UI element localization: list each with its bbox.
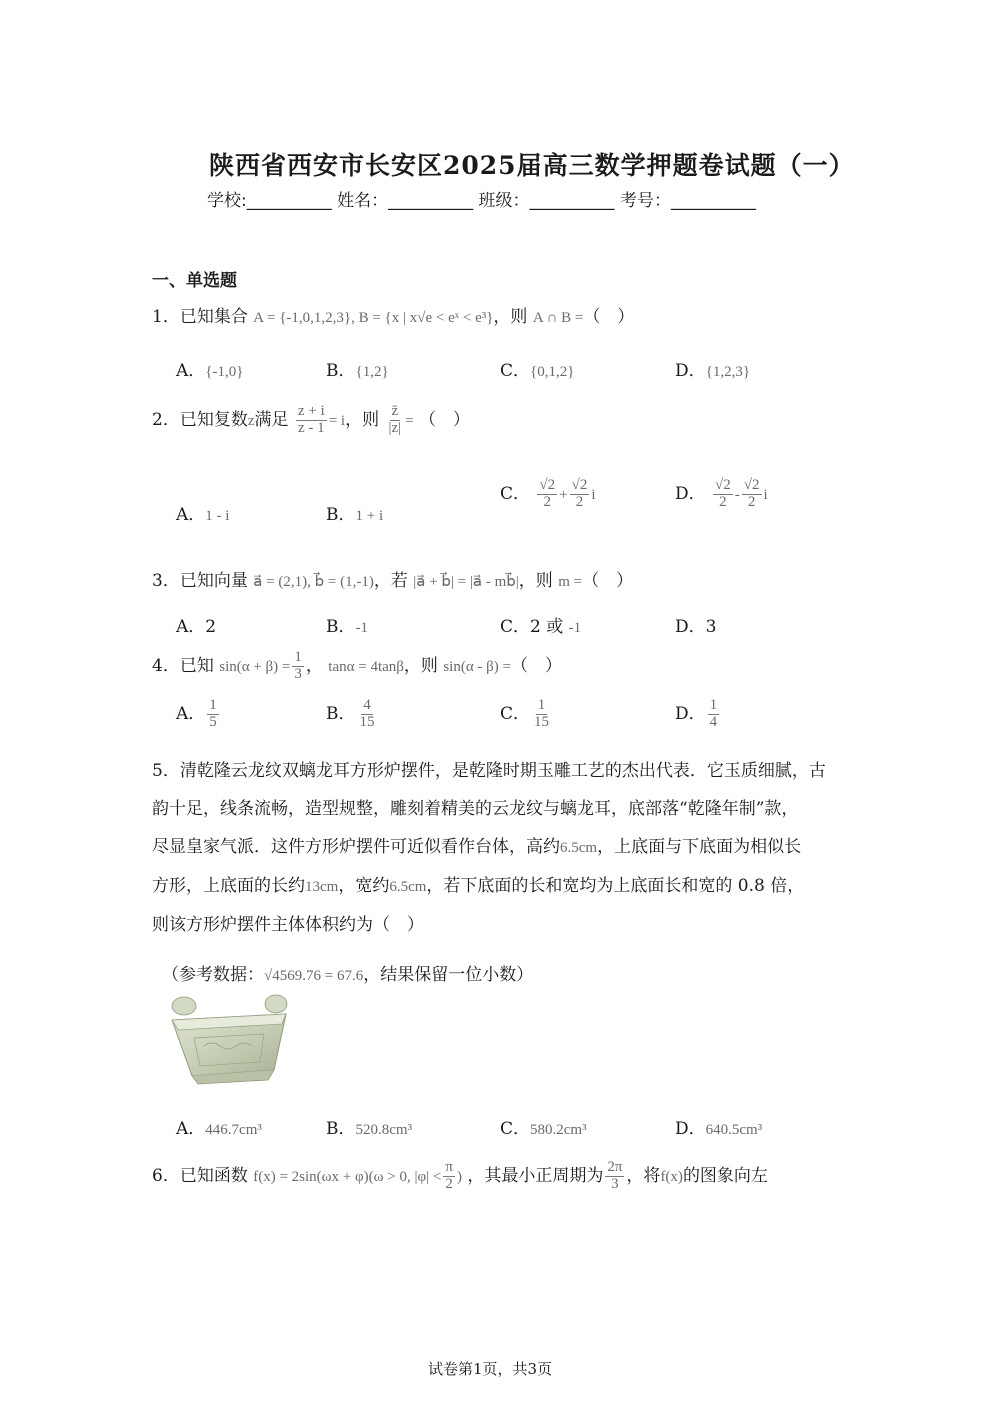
option-b[interactable]: B．{1,2} (326, 361, 389, 381)
option-a[interactable]: A．446.7cm³ (176, 1119, 262, 1139)
school-blank[interactable]: __________ (246, 191, 332, 211)
option-d[interactable]: D．3 (675, 617, 717, 637)
option-d[interactable]: D． $\frac{1}{4}$ (675, 697, 718, 730)
option-b[interactable]: B．520.8cm³ (326, 1119, 413, 1139)
question-5: 5．清乾隆云龙纹双螭龙耳方形炉摆件，是乾隆时期玉雕工艺的杰出代表．它玉质细腻，古 韵十足，线条流畅，造型规整，雕刻着精美的云龙纹与螭龙耳，底部落“乾隆年制”款， 尽显皇家气派．这件方形炉摆件可近似看作台体，高约6.5cm，上底面与下底面为相似长 方形，上底面的长约13cm，宽约6.5cm，若下底面的长和宽均为上底面长和宽的 0.8 倍， 则该方形炉摆件主体体积约为（ ） (152, 761, 826, 935)
jade-censer-image (164, 992, 294, 1088)
number-label: 考号： (619, 191, 671, 211)
option-a[interactable]: A．{-1,0} (176, 361, 244, 381)
option-a[interactable]: A．2 (176, 617, 217, 637)
class-label: 班级： (478, 191, 530, 211)
name-label: 姓名： (337, 191, 389, 211)
option-c[interactable]: C． $\frac{√2}{2}$ + $\frac{√2}{2}$ i (500, 477, 596, 510)
option-a[interactable]: A．1 - i (176, 505, 230, 525)
question-text: ，则 (493, 307, 528, 327)
page-footer: 试卷第1页，共3页 (428, 1360, 553, 1378)
number-blank[interactable]: __________ (670, 191, 756, 211)
option-b[interactable]: B． $\frac{4}{15}$ (326, 697, 375, 730)
formula: A = {-1,0,1,2,3} (253, 310, 352, 326)
formula: a⃗ = (2,1), b⃗ = (1,-1) (253, 574, 374, 590)
option-b[interactable]: B．-1 (326, 617, 368, 637)
option-c[interactable]: C． $\frac{1}{15}$ (500, 697, 550, 730)
answer-paren: （ ） (511, 655, 563, 676)
formula: sin(α - β) = (443, 658, 512, 675)
answer-paren: （ ） (583, 307, 635, 327)
formula: z (247, 412, 255, 429)
question-text: 已知集合 (179, 307, 248, 327)
reference-data: （参考数据：√4569.76 = 67.6，结果保留一位小数） (162, 965, 534, 985)
option-b[interactable]: B．1 + i (326, 505, 384, 525)
question-number: 1． (152, 307, 180, 327)
jade-censer-icon (164, 992, 294, 1088)
section-heading: 一、单选题 (152, 271, 237, 291)
option-d[interactable]: D．{1,2,3} (675, 361, 751, 381)
option-a[interactable]: A． $\frac{1}{5}$ (176, 697, 217, 730)
option-d[interactable]: D． $\frac{√2}{2}$ - $\frac{√2}{2}$ i (675, 477, 768, 510)
formula-fraction: $\frac{1}{3}$ (294, 649, 302, 682)
answer-paren: （ ） (419, 409, 471, 430)
formula: f(x) = 2sin(ωx + φ) (253, 1168, 369, 1185)
formula: , B = {x | x√e < eˣ < e³} (351, 310, 494, 326)
formula-fraction: $\frac{z + i}{z - 1}$ (297, 403, 325, 436)
option-c[interactable]: C．580.2cm³ (500, 1119, 587, 1139)
question-6: 6．已知函数 f(x) = 2sin(ωx + φ)(ω > 0, |φ| < $\frac{\pi}{2}$ ) ，其最小正周期为 $\frac{2\pi}{3}$ ，将f(x)的图象向左 (152, 1159, 768, 1192)
formula: tanα = 4tanβ (328, 658, 404, 675)
question-4: 4．已知 sin(α + β) = $\frac{1}{3}$ ， tanα = 4tanβ，则 sin(α - β) =（ ） (152, 649, 563, 682)
formula: sin(α + β) = (219, 658, 291, 675)
formula: |a⃗ + b⃗| = |a⃗ - mb⃗| (413, 574, 519, 590)
option-c[interactable]: C．{0,1,2} (500, 361, 575, 381)
student-info-line (207, 186, 756, 211)
answer-paren: （ ） (582, 571, 634, 591)
option-d[interactable]: D．640.5cm³ (675, 1119, 763, 1139)
formula-fraction: $\frac{z̄}{|z|}$ (388, 403, 402, 436)
question-2: 2．已知复数z满足 $\frac{z + i}{z - 1}$ = i，则 $\frac{z̄}{|z|}$ = （ ） (152, 403, 471, 436)
name-blank[interactable]: __________ (388, 191, 474, 211)
formula: A ∩ B = (532, 310, 584, 326)
formula: m = (558, 574, 583, 590)
class-blank[interactable]: __________ (529, 191, 615, 211)
question-3: 3．已知向量 a⃗ = (2,1), b⃗ = (1,-1)，若 |a⃗ + b⃗| = |a⃗ - mb⃗|，则 m =（ ） (152, 571, 634, 591)
school-label: 学校: (207, 191, 247, 211)
page-title: 陕西省西安市长安区2025届高三数学押题卷试题（一） (209, 151, 855, 180)
option-c[interactable]: C．2 或 -1 (500, 617, 582, 637)
question-1 (152, 302, 634, 327)
